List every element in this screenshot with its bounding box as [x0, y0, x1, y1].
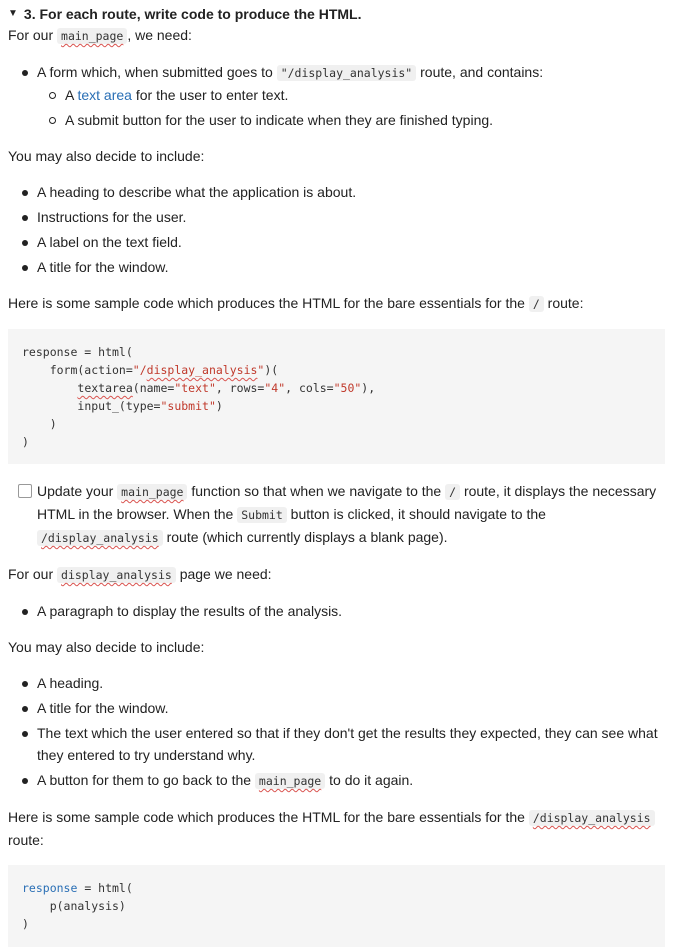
paragraph: You may also decide to include: [8, 639, 205, 655]
display-optional-list [8, 672, 665, 792]
list-item: A submit button for the user to indicate when they are finished typing. [8, 109, 665, 131]
inline-code: "/display_analysis" [277, 65, 417, 81]
inline-code: main_page [255, 773, 325, 789]
list-item: A heading. [8, 672, 665, 694]
collapse-triangle-icon[interactable]: ▼ [8, 8, 18, 19]
task-checklist-item: Update your main_page function so that when we navigate to the / route, it displays the necessary HTML in the browser. When the Submit button is clicked, it should navigate to the /display_analysis route (which currently displays a blank page). [8, 480, 665, 549]
inline-code: Submit [237, 507, 287, 523]
inline-code: display_analysis [57, 567, 176, 583]
list-item: A form which, when submitted goes to "/display_analysis" route, and contains: A text area for the user to enter text. A submit button for the user to indicate when they are finished typing. [8, 61, 665, 131]
paragraph: You may also decide to include: [8, 148, 205, 164]
paragraph: For our display_analysis page we need: [8, 566, 272, 582]
list-item: The text which the user entered so that if they don't get the results they expected, they can see what they entered to try understand why. [8, 722, 665, 766]
inline-code: /display_analysis [529, 810, 655, 826]
list-item: A paragraph to display the results of the analysis. [8, 600, 665, 622]
inline-code: / [529, 296, 544, 312]
sub-list [8, 84, 665, 131]
inline-code: /display_analysis [37, 530, 163, 546]
code-block[interactable]: response = html( p(analysis) ) [8, 865, 665, 947]
task-checkbox[interactable] [18, 484, 32, 498]
display-requirements-list [8, 600, 665, 622]
paragraph: Here is some sample code which produces the HTML for the bare essentials for the /display_analysis route: [8, 806, 665, 851]
text-area-link[interactable]: text area [77, 87, 132, 103]
requirements-list [8, 61, 665, 131]
paragraph: Here is some sample code which produces the HTML for the bare essentials for the / route: [8, 295, 584, 311]
list-item: Instructions for the user. [8, 206, 665, 228]
list-item: A button for them to go back to the main_page to do it again. [8, 769, 665, 792]
section-heading[interactable] [8, 0, 665, 24]
list-item: A title for the window. [8, 256, 665, 278]
inline-code: main_page [117, 484, 187, 500]
list-item: A title for the window. [8, 697, 665, 719]
section-heading-text: 3. For each route, write code to produce the HTML. [23, 6, 362, 22]
list-item: A label on the text field. [8, 231, 665, 253]
inline-code: / [445, 484, 460, 500]
inline-code: main_page [57, 28, 127, 44]
list-item: A heading to describe what the application is about. [8, 181, 665, 203]
list-item: A text area for the user to enter text. [8, 84, 665, 106]
intro-paragraph: For our main_page , we need: [8, 27, 192, 43]
optional-list [8, 181, 665, 278]
code-block[interactable]: response = html( form(action="/display_analysis")( textarea(name="text", rows="4", cols="50"), input_(type="submit") ) ) [8, 329, 665, 464]
